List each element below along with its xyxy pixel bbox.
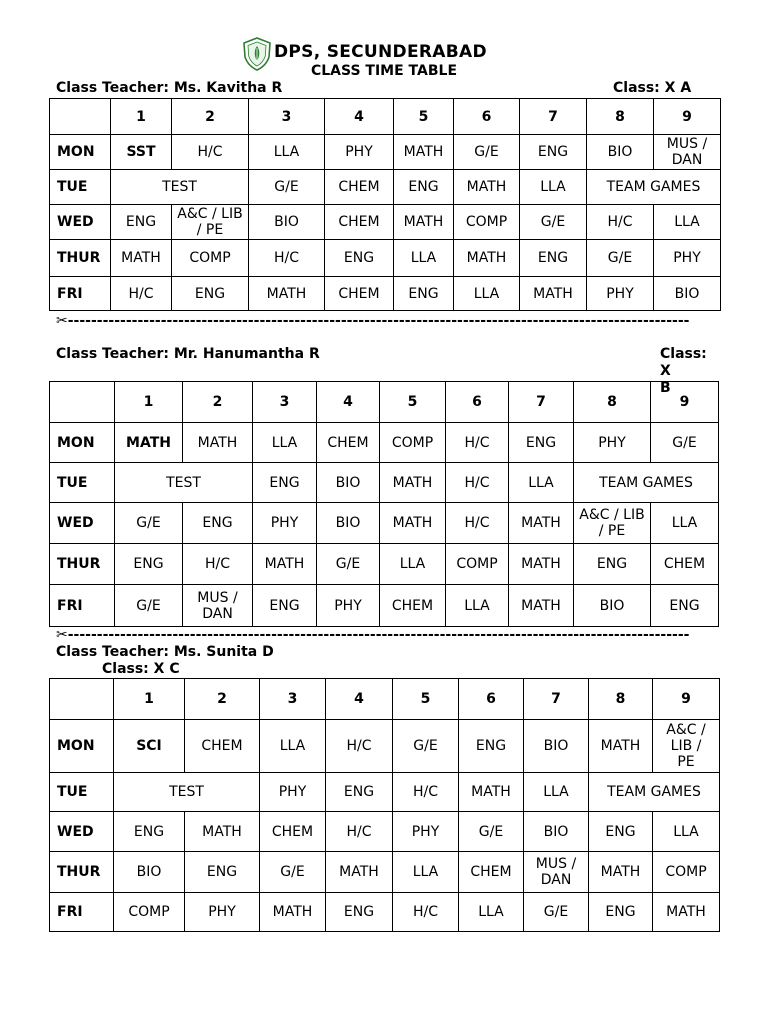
- subject-cell: COMP: [446, 544, 509, 585]
- subject-cell: CHEM: [325, 205, 394, 240]
- period-header: 9: [653, 679, 720, 720]
- subject-cell: H/C: [446, 463, 509, 503]
- subject-cell: G/E: [454, 135, 520, 170]
- subject-cell: ENG: [394, 170, 454, 205]
- subject-cell: PHY: [393, 812, 459, 852]
- subject-cell: LLA: [459, 893, 524, 932]
- timetable-xb: [49, 381, 719, 627]
- subject-cell: MATH: [260, 893, 326, 932]
- subject-cell: ENG: [114, 812, 185, 852]
- subject-cell: BIO: [574, 585, 651, 627]
- page-title: CLASS TIME TABLE: [310, 63, 458, 79]
- class-teacher-xa: Class Teacher: Ms. Kavitha R: [56, 80, 283, 96]
- subject-cell: ENG: [459, 720, 524, 773]
- subject-cell: PHY: [587, 277, 654, 311]
- subject-cell: H/C: [446, 503, 509, 544]
- subject-cell: ENG: [520, 240, 587, 277]
- subject-cell: G/E: [524, 893, 589, 932]
- period-header: 7: [509, 382, 574, 423]
- subject-cell: ENG: [651, 585, 719, 627]
- subject-cell: COMP: [114, 893, 185, 932]
- period-header: 2: [185, 679, 260, 720]
- subject-cell: G/E: [249, 170, 325, 205]
- class-label-xc: Class: X C: [102, 661, 180, 677]
- class-teacher-xc: Class Teacher: Ms. Sunita D: [56, 644, 274, 660]
- period-header: 4: [326, 679, 393, 720]
- subject-cell: MATH: [589, 720, 653, 773]
- subject-cell: ENG: [253, 585, 317, 627]
- subject-cell: LLA: [253, 423, 317, 463]
- subject-cell: CHEM: [380, 585, 446, 627]
- header-row: [50, 99, 721, 135]
- timetable-xc: [49, 678, 720, 932]
- subject-cell: H/C: [393, 893, 459, 932]
- period-header: 6: [454, 99, 520, 135]
- day-label: THUR: [50, 544, 115, 585]
- subject-cell: MATH: [380, 503, 446, 544]
- subject-cell: BIO: [654, 277, 721, 311]
- table-row: [50, 852, 720, 893]
- subject-cell: LLA: [393, 852, 459, 893]
- subject-cell: A&C / LIB / PE: [653, 720, 720, 773]
- period-header: 1: [111, 99, 172, 135]
- subject-cell: G/E: [587, 240, 654, 277]
- subject-cell: COMP: [653, 852, 720, 893]
- class-teacher-xb: Class Teacher: Mr. Hanumantha R: [56, 346, 320, 362]
- day-label: TUE: [50, 773, 114, 812]
- period-header: 3: [260, 679, 326, 720]
- period-header: 5: [394, 99, 454, 135]
- subject-cell: ENG: [172, 277, 249, 311]
- subject-cell: G/E: [393, 720, 459, 773]
- subject-cell: LLA: [524, 773, 589, 812]
- day-label: THUR: [50, 852, 114, 893]
- cut-line: ✂-----------------------------------------------------------------------------------------------------------: [56, 313, 690, 329]
- period-header: 6: [446, 382, 509, 423]
- subject-cell: CHEM: [317, 423, 380, 463]
- period-header: 5: [380, 382, 446, 423]
- subject-cell: MATH: [454, 170, 520, 205]
- day-label: WED: [50, 205, 111, 240]
- day-label: TUE: [50, 170, 111, 205]
- period-header: 8: [589, 679, 653, 720]
- subject-cell: LLA: [509, 463, 574, 503]
- corner-cell: [50, 99, 111, 135]
- subject-cell: BIO: [249, 205, 325, 240]
- subject-cell: H/C: [326, 720, 393, 773]
- subject-cell: LLA: [446, 585, 509, 627]
- subject-cell: COMP: [380, 423, 446, 463]
- table-row: [50, 585, 719, 627]
- table-row: [50, 720, 720, 773]
- day-label: MON: [50, 423, 115, 463]
- header-row: [50, 679, 720, 720]
- day-label: THUR: [50, 240, 111, 277]
- subject-cell: SCI: [114, 720, 185, 773]
- subject-cell: ENG: [394, 277, 454, 311]
- subject-cell: LLA: [260, 720, 326, 773]
- corner-cell: [50, 679, 114, 720]
- subject-cell: TEST: [111, 170, 249, 205]
- subject-cell: ENG: [183, 503, 253, 544]
- subject-cell: PHY: [317, 585, 380, 627]
- day-label: WED: [50, 812, 114, 852]
- subject-cell: MATH: [520, 277, 587, 311]
- subject-cell: MATH: [326, 852, 393, 893]
- subject-cell: H/C: [446, 423, 509, 463]
- subject-cell: ENG: [185, 852, 260, 893]
- period-header: 7: [520, 99, 587, 135]
- subject-cell: H/C: [326, 812, 393, 852]
- subject-cell: G/E: [651, 423, 719, 463]
- subject-cell: LLA: [651, 503, 719, 544]
- subject-cell: G/E: [459, 812, 524, 852]
- subject-cell: TEAM GAMES: [574, 463, 719, 503]
- school-name: DPS, SECUNDERABAD: [274, 42, 487, 62]
- day-label: TUE: [50, 463, 115, 503]
- table-row: [50, 812, 720, 852]
- subject-cell: CHEM: [459, 852, 524, 893]
- subject-cell: MUS / DAN: [183, 585, 253, 627]
- subject-cell: MATH: [394, 135, 454, 170]
- timetable-xa: [49, 98, 721, 311]
- subject-cell: CHEM: [325, 277, 394, 311]
- subject-cell: G/E: [115, 585, 183, 627]
- subject-cell: MATH: [183, 423, 253, 463]
- subject-cell: MATH: [454, 240, 520, 277]
- table-row: [50, 240, 721, 277]
- subject-cell: LLA: [454, 277, 520, 311]
- subject-cell: MUS / DAN: [654, 135, 721, 170]
- period-header: 1: [114, 679, 185, 720]
- corner-cell: [50, 382, 115, 423]
- subject-cell: MATH: [394, 205, 454, 240]
- subject-cell: LLA: [394, 240, 454, 277]
- subject-cell: MATH: [115, 423, 183, 463]
- subject-cell: H/C: [249, 240, 325, 277]
- subject-cell: A&C / LIB / PE: [172, 205, 249, 240]
- subject-cell: G/E: [317, 544, 380, 585]
- subject-cell: MATH: [249, 277, 325, 311]
- subject-cell: MATH: [459, 773, 524, 812]
- subject-cell: G/E: [115, 503, 183, 544]
- subject-cell: G/E: [260, 852, 326, 893]
- subject-cell: ENG: [589, 893, 653, 932]
- header-row: [50, 382, 719, 423]
- day-label: WED: [50, 503, 115, 544]
- subject-cell: MATH: [589, 852, 653, 893]
- subject-cell: MATH: [509, 503, 574, 544]
- subject-cell: MUS / DAN: [524, 852, 589, 893]
- period-header: 1: [115, 382, 183, 423]
- subject-cell: BIO: [524, 812, 589, 852]
- subject-cell: PHY: [574, 423, 651, 463]
- subject-cell: CHEM: [651, 544, 719, 585]
- subject-cell: BIO: [317, 463, 380, 503]
- subject-cell: PHY: [325, 135, 394, 170]
- subject-cell: ENG: [509, 423, 574, 463]
- subject-cell: SST: [111, 135, 172, 170]
- subject-cell: CHEM: [260, 812, 326, 852]
- subject-cell: PHY: [253, 503, 317, 544]
- subject-cell: CHEM: [185, 720, 260, 773]
- subject-cell: CHEM: [325, 170, 394, 205]
- subject-cell: H/C: [172, 135, 249, 170]
- subject-cell: ENG: [325, 240, 394, 277]
- subject-cell: MATH: [380, 463, 446, 503]
- subject-cell: MATH: [185, 812, 260, 852]
- period-header: 8: [587, 99, 654, 135]
- period-header: 2: [172, 99, 249, 135]
- period-header: 9: [651, 382, 719, 423]
- subject-cell: BIO: [317, 503, 380, 544]
- subject-cell: H/C: [587, 205, 654, 240]
- table-row: [50, 544, 719, 585]
- day-label: FRI: [50, 893, 114, 932]
- period-header: 8: [574, 382, 651, 423]
- subject-cell: ENG: [111, 205, 172, 240]
- subject-cell: MATH: [509, 585, 574, 627]
- cut-line-with-teacher: [56, 627, 711, 661]
- subject-cell: ENG: [589, 812, 653, 852]
- subject-cell: ENG: [326, 773, 393, 812]
- table-row: [50, 773, 720, 812]
- subject-cell: BIO: [524, 720, 589, 773]
- subject-cell: LLA: [653, 812, 720, 852]
- subject-cell: H/C: [393, 773, 459, 812]
- subject-cell: ENG: [574, 544, 651, 585]
- subject-cell: BIO: [114, 852, 185, 893]
- period-header: 4: [317, 382, 380, 423]
- day-label: MON: [50, 720, 114, 773]
- period-header: 7: [524, 679, 589, 720]
- period-header: 6: [459, 679, 524, 720]
- table-row: [50, 463, 719, 503]
- subject-cell: TEAM GAMES: [589, 773, 720, 812]
- class-label-xb: Class: X B: [660, 346, 707, 396]
- period-header: 5: [393, 679, 459, 720]
- period-header: 9: [654, 99, 721, 135]
- subject-cell: LLA: [520, 170, 587, 205]
- subject-cell: MATH: [111, 240, 172, 277]
- table-row: [50, 423, 719, 463]
- subject-cell: H/C: [111, 277, 172, 311]
- period-header: 4: [325, 99, 394, 135]
- table-row: [50, 893, 720, 932]
- subject-cell: BIO: [587, 135, 654, 170]
- period-header: 3: [249, 99, 325, 135]
- class-label-xa: Class: X A: [613, 80, 692, 96]
- subject-cell: MATH: [653, 893, 720, 932]
- subject-cell: TEST: [114, 773, 260, 812]
- day-label: FRI: [50, 585, 115, 627]
- table-row: [50, 205, 721, 240]
- subject-cell: TEAM GAMES: [587, 170, 721, 205]
- subject-cell: ENG: [253, 463, 317, 503]
- subject-cell: MATH: [253, 544, 317, 585]
- subject-cell: A&C / LIB / PE: [574, 503, 651, 544]
- subject-cell: MATH: [509, 544, 574, 585]
- table-row: [50, 170, 721, 205]
- subject-cell: G/E: [520, 205, 587, 240]
- subject-cell: PHY: [185, 893, 260, 932]
- table-row: [50, 135, 721, 170]
- day-label: FRI: [50, 277, 111, 311]
- period-header: 2: [183, 382, 253, 423]
- subject-cell: COMP: [172, 240, 249, 277]
- day-label: MON: [50, 135, 111, 170]
- subject-cell: LLA: [380, 544, 446, 585]
- subject-cell: ENG: [115, 544, 183, 585]
- cut-line: ✂-----------------------------------------------------------------------------------------------------------: [56, 627, 690, 643]
- subject-cell: PHY: [260, 773, 326, 812]
- subject-cell: ENG: [326, 893, 393, 932]
- period-header: 3: [253, 382, 317, 423]
- subject-cell: TEST: [115, 463, 253, 503]
- subject-cell: LLA: [654, 205, 721, 240]
- subject-cell: LLA: [249, 135, 325, 170]
- subject-cell: H/C: [183, 544, 253, 585]
- subject-cell: PHY: [654, 240, 721, 277]
- table-row: [50, 503, 719, 544]
- table-row: [50, 277, 721, 311]
- subject-cell: COMP: [454, 205, 520, 240]
- subject-cell: ENG: [520, 135, 587, 170]
